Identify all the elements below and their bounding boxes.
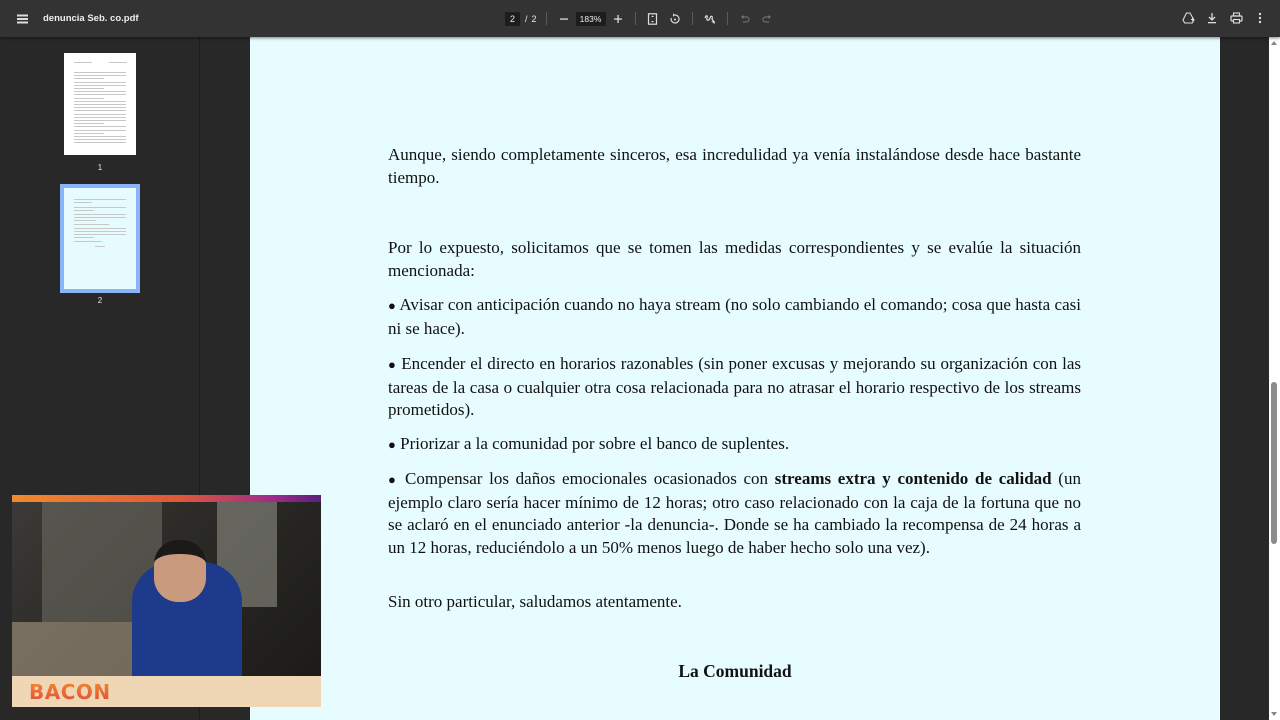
webcam-overlay — [12, 495, 321, 707]
draw-icon — [704, 13, 716, 25]
bullet-icon: ● — [388, 357, 397, 372]
thumbnail-page-image — [64, 188, 136, 289]
signature: La Comunidad — [678, 661, 792, 681]
page-number-input[interactable]: 2 — [505, 12, 520, 26]
thumbnail-label: 2 — [97, 296, 103, 305]
webcam-video — [12, 502, 321, 676]
zoom-level-input[interactable]: 183% — [576, 12, 606, 26]
minus-icon — [559, 14, 569, 24]
divider — [635, 12, 636, 25]
thumbnail-text-line — [74, 202, 92, 203]
thumbnail-text-line — [74, 130, 126, 131]
thumbnail-label: 1 — [97, 163, 103, 172]
thumbnail-text-line — [74, 62, 92, 63]
thumbnail-text-line — [74, 207, 126, 208]
thumbnail-text-line — [74, 123, 104, 124]
bullet-item — [388, 433, 1081, 457]
thumbnail-text-line — [74, 82, 126, 83]
thumbnail-text-line — [74, 72, 126, 73]
page-thumbnail-1[interactable] — [64, 53, 136, 155]
drive-icon — [1182, 12, 1195, 24]
rotate-button[interactable] — [667, 11, 683, 27]
bullet-text: Compensar los daños emocionales ocasionados con — [398, 469, 775, 488]
print-icon — [1230, 12, 1243, 24]
bullet-text: (un ejemplo claro sería hacer mínimo de 12 horas; otro caso relacionado con la caja de la fortuna que no se aclaró en el enunciado anterior -la denuncia-. Donde se ha cambiado la recompensa de 24 horas a un 12 horas, reduciéndolo a un 50% menos luego de haber hecho solo una vez). — [388, 469, 1081, 557]
divider — [546, 12, 547, 25]
menu-icon[interactable] — [12, 9, 32, 29]
more-options-button[interactable] — [1252, 10, 1268, 26]
thumbnail-text-line — [74, 220, 96, 221]
closing-line: Sin otro particular, saludamos atentamente. — [388, 592, 682, 611]
thumbnail-text-line — [74, 142, 126, 143]
thumbnail-text-line — [74, 136, 126, 137]
thumbnail-text-line — [74, 117, 126, 118]
bullet-text: Avisar con anticipación cuando no haya stream (no solo cambiando el comando; cosa que hasta casi ni se hace). — [388, 295, 1081, 338]
desk — [12, 622, 142, 676]
fit-page-icon — [647, 13, 658, 25]
thumbnail-text-line — [74, 237, 94, 238]
undo-icon — [740, 14, 750, 24]
annotate-button[interactable] — [702, 11, 718, 27]
thumbnail-text-line — [74, 75, 126, 76]
bullet-item — [388, 353, 1081, 422]
pdf-toolbar — [0, 0, 1280, 37]
thumbnail-text-line — [74, 231, 126, 232]
fit-page-button[interactable] — [645, 11, 661, 27]
zoom-out-button[interactable] — [556, 11, 572, 27]
scrollbar-thumb[interactable] — [1271, 382, 1277, 544]
thumbnail-text-line — [74, 234, 126, 235]
thumbnail-text-line — [74, 126, 126, 127]
thumbnail-text-line — [74, 98, 104, 99]
redo-icon — [762, 14, 772, 24]
paragraph: Aunque, siendo completamente sinceros, esa incredulidad ya venía instalándose desde hace bastante tiempo. — [388, 145, 1081, 187]
right-toolbar — [1180, 10, 1268, 26]
thumbnail-text-line — [109, 62, 127, 63]
bullet-item — [388, 468, 1081, 559]
page-separator: / — [525, 13, 528, 24]
redo-button[interactable] — [759, 11, 775, 27]
thumbnail-text-line — [74, 217, 126, 218]
streamer-name: BACON — [29, 679, 111, 704]
bullet-icon: ● — [388, 437, 396, 452]
more-vertical-icon — [1258, 12, 1262, 24]
thumbnail-text-line — [74, 241, 102, 242]
thumbnail-text-line — [74, 199, 126, 200]
page-thumbnail-2[interactable] — [60, 184, 140, 293]
thumbnail-text-line — [74, 210, 94, 211]
streamer-head — [154, 540, 206, 602]
bullet-item — [388, 294, 1081, 340]
thumbnail-text-line — [74, 78, 104, 79]
vertical-scrollbar[interactable] — [1269, 37, 1280, 720]
bullet-text: Priorizar a la comunidad por sobre el banco de suplentes. — [395, 434, 790, 453]
page-controls — [505, 10, 775, 27]
plus-icon — [613, 14, 623, 24]
scroll-up-arrow-icon[interactable] — [1271, 41, 1277, 45]
file-name: denuncia Seb. co.pdf — [43, 13, 139, 24]
print-button[interactable] — [1228, 10, 1244, 26]
thumbnail-text-line — [74, 228, 126, 229]
pdf-page — [250, 37, 1220, 720]
total-pages: 2 — [531, 13, 537, 24]
undo-button[interactable] — [737, 11, 753, 27]
thumbnail-text-line — [74, 88, 104, 89]
bullet-bold-text: streams extra y contenido de calidad — [774, 469, 1052, 488]
thumbnail-text-line — [74, 107, 126, 108]
bullet-icon: ● — [388, 298, 396, 313]
overlay-gradient-bar — [12, 495, 321, 502]
thumbnail-text-line — [74, 214, 126, 215]
thumbnail-text-line — [74, 139, 126, 140]
divider — [692, 12, 693, 25]
save-to-drive-button[interactable] — [1180, 10, 1196, 26]
thumbnail-text-line — [74, 104, 126, 105]
thumbnail-text-line — [74, 224, 109, 225]
bullet-text: Encender el directo en horarios razonables (sin poner excusas y mejorando su organización con las tareas de la casa o cualquier otra cosa relacionada para no atrasar el horario respectivo de los streams prometidos). — [388, 354, 1081, 419]
bullet-icon: ● — [388, 472, 399, 487]
rotate-icon — [669, 13, 681, 25]
thumbnail-text-line — [74, 101, 126, 102]
thumbnail-text-line — [74, 133, 104, 134]
scroll-down-arrow-icon[interactable] — [1271, 712, 1277, 716]
thumbnail-text-line — [74, 110, 126, 111]
download-icon — [1206, 12, 1218, 24]
download-button[interactable] — [1204, 10, 1220, 26]
thumbnail-text-line — [74, 114, 126, 115]
thumbnail-text-line — [74, 120, 126, 121]
divider — [727, 12, 728, 25]
streamer-name-banner — [12, 676, 321, 707]
thumbnail-text-line — [74, 91, 126, 92]
thumbnail-text-line — [74, 85, 126, 86]
paragraph: Por lo expuesto, solicitamos que se tomen las medidas correspondientes y se evalúe la situación mencionada: — [388, 238, 1081, 280]
thumbnail-text-line — [74, 94, 126, 95]
document-viewer — [201, 37, 1269, 720]
zoom-in-button[interactable] — [610, 11, 626, 27]
thumbnail-text-line — [95, 246, 105, 247]
